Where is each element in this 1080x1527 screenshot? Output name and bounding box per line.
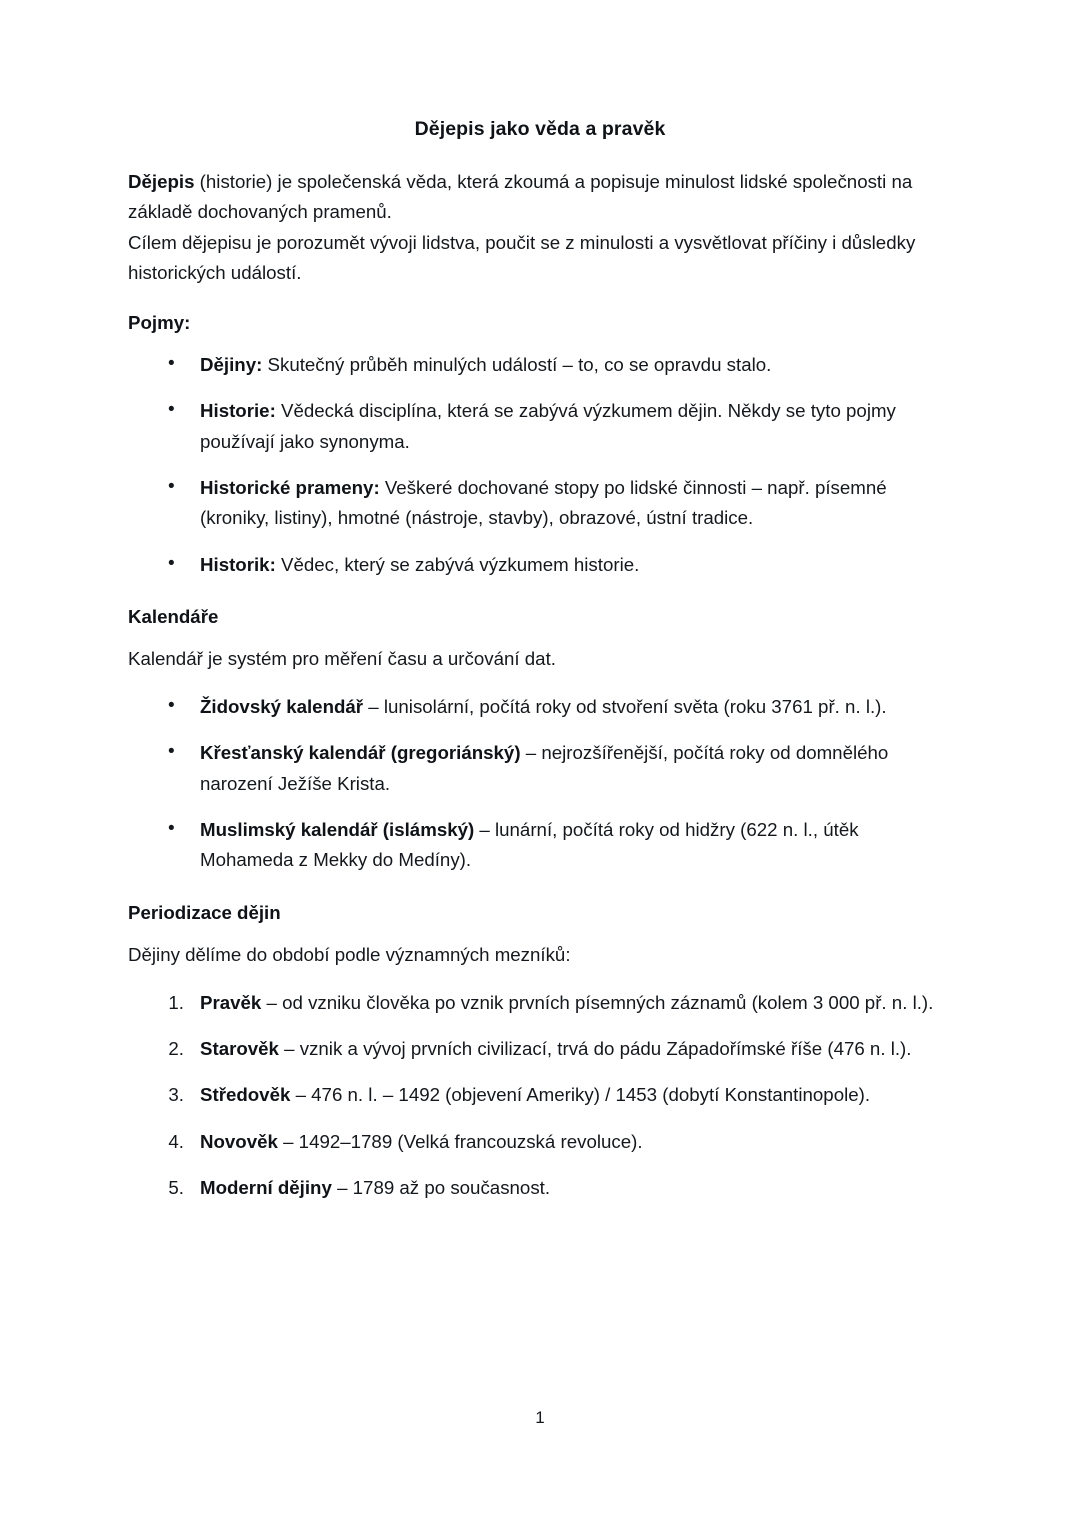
section-lead-periodizace: Dějiny dělíme do období podle významných mezníků: bbox=[128, 943, 571, 965]
term-text: – 476 n. l. – 1492 (objevení Ameriky) / 1453 (dobytí Konstantinopole). bbox=[290, 1084, 871, 1106]
term-label: Židovský kalendář bbox=[200, 696, 364, 718]
term-label: Muslimský kalendář (islámský) bbox=[200, 819, 475, 840]
term-text: Veškeré dochované stopy po lidské činnosti – např. písemné (kroniky, listiny), hmotné (nástroje, stavby), obrazové, ústní tradice. bbox=[200, 477, 887, 529]
list-item bbox=[128, 473, 952, 534]
list-item bbox=[128, 350, 952, 380]
term-label: Starověk bbox=[200, 1038, 279, 1060]
intro-lead-term: Dějepis bbox=[128, 171, 195, 192]
term-label: Středověk bbox=[200, 1084, 291, 1106]
intro-lead-text: (historie) je společenská věda, která zkoumá a popisuje minulost lidské společnosti na základě dochovaných pramenů. bbox=[128, 171, 913, 223]
list-item bbox=[128, 692, 952, 722]
term-text: – nejrozšířenější, počítá roky od domnělého narození Ježíše Krista. bbox=[200, 742, 889, 794]
term-text: – 1789 až po současnost. bbox=[331, 1177, 551, 1198]
intro-line-1 bbox=[128, 167, 952, 228]
term-label: Křesťanský kalendář (gregoriánský) bbox=[200, 742, 521, 764]
list-item bbox=[128, 396, 952, 457]
term-text: Skutečný průběh minulých událostí – to, co se opravdu stalo. bbox=[262, 354, 772, 376]
list-item bbox=[128, 1127, 952, 1157]
list-item bbox=[128, 1080, 952, 1110]
list-periodizace bbox=[128, 988, 952, 1203]
page-title: Dějepis jako věda a pravěk bbox=[414, 118, 666, 140]
term-text: – od vzniku člověka po vznik prvních písemných záznamů (kolem 3 000 př. n. l.). bbox=[261, 991, 934, 1013]
list-item bbox=[128, 1034, 952, 1064]
list-pojmy bbox=[128, 350, 952, 580]
term-text: Vědec, který se zabývá výzkumem historie. bbox=[275, 553, 640, 575]
list-item bbox=[128, 738, 952, 799]
term-text: – vznik a vývoj prvních civilizací, trvá do pádu Západořímské říše (476 n. l.). bbox=[278, 1038, 912, 1060]
term-label: Moderní dějiny bbox=[200, 1177, 332, 1198]
page-number: 1 bbox=[535, 1408, 545, 1427]
term-label: Historie: bbox=[200, 400, 276, 422]
list-kalendare bbox=[128, 692, 952, 875]
term-text: – lunární, počítá roky od hidžry (622 n. l., útěk Mohameda z Mekky do Medíny). bbox=[200, 819, 859, 871]
term-label: Novověk bbox=[200, 1130, 278, 1152]
section-heading-pojmy: Pojmy: bbox=[128, 312, 191, 334]
term-label: Dějiny: bbox=[200, 354, 263, 376]
section-heading-periodizace: Periodizace dějin bbox=[128, 901, 281, 923]
term-text: – 1492–1789 (Velká francouzská revoluce). bbox=[277, 1130, 643, 1152]
term-label: Historik: bbox=[200, 553, 276, 575]
section-heading-kalendare: Kalendáře bbox=[128, 605, 219, 627]
term-text: Vědecká disciplína, která se zabývá výzkumem dějin. Někdy se tyto pojmy používají jako synonyma. bbox=[200, 400, 896, 452]
list-item bbox=[128, 550, 952, 580]
list-item bbox=[128, 988, 952, 1018]
section-lead-kalendare: Kalendář je systém pro měření času a určování dat. bbox=[128, 647, 556, 669]
intro-line-2: Cílem dějepisu je porozumět vývoji lidstva, poučit se z minulosti a vysvětlovat příčiny i důsledky historických událostí. bbox=[128, 231, 916, 283]
list-item bbox=[128, 1173, 952, 1203]
term-label: Historické prameny: bbox=[200, 477, 380, 498]
term-label: Pravěk bbox=[200, 991, 262, 1013]
intro-paragraph bbox=[128, 167, 952, 288]
term-text: – lunisolární, počítá roky od stvoření světa (roku 3761 př. n. l.). bbox=[363, 696, 887, 718]
list-item bbox=[128, 815, 952, 876]
